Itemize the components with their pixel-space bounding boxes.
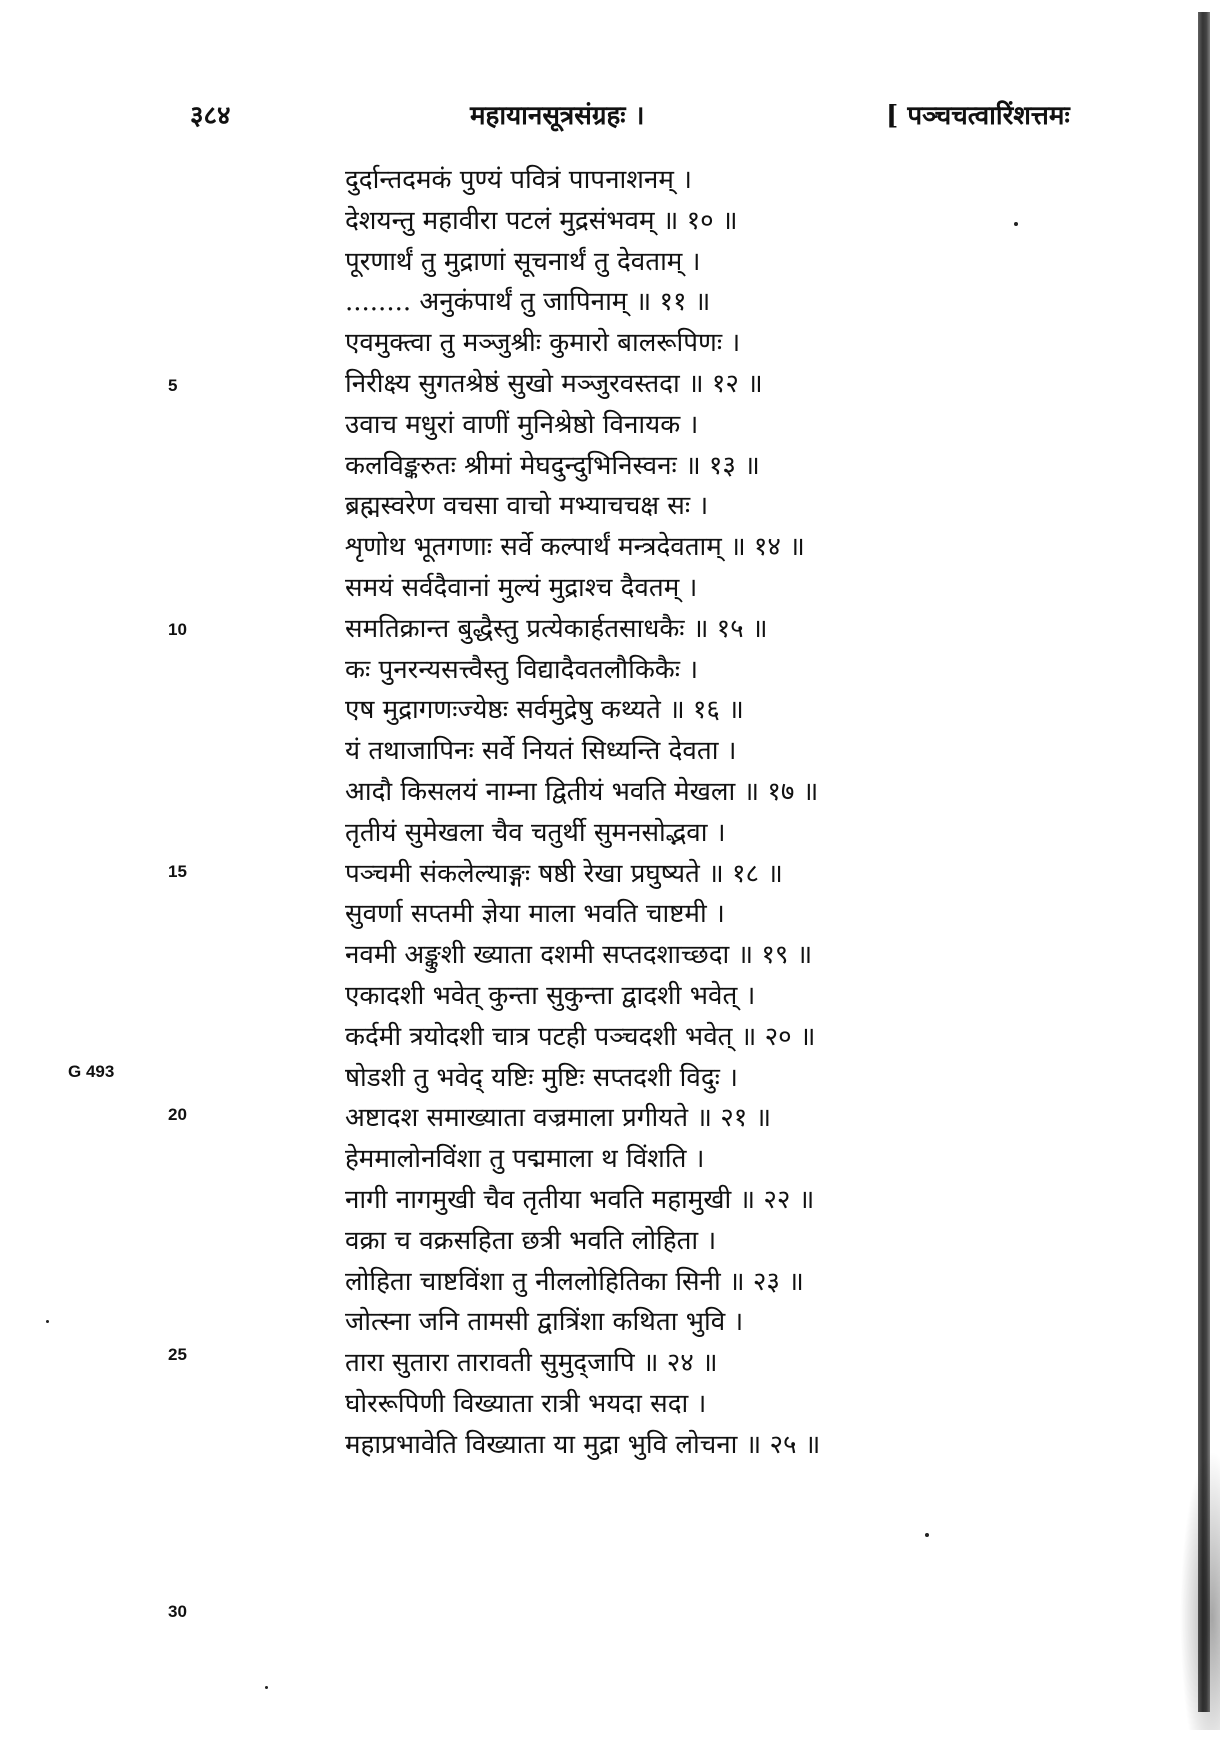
running-title: महायानसूत्रसंग्रहः ।: [470, 101, 645, 131]
line-number: 10: [168, 620, 187, 639]
binding-shadow-soft: [1180, 1450, 1220, 1730]
verse-line: उवाच मधुरां वाणीं मुनिश्रेष्ठो विनायक ।: [345, 409, 699, 440]
verse-line: पूरणार्थं तु मुद्राणां सूचनार्थं तु देवताम् ।: [345, 246, 701, 277]
verse-line: नवमी अङ्कुशी ख्याता दशमी सप्तदशाच्छदा ॥ १९ ॥: [345, 940, 813, 971]
chapter-heading: [ पञ्चचत्वारिंशत्तमः: [886, 101, 1070, 131]
verse-line: नागी नागमुखी चैव तृतीया भवति महामुखी ॥ २२ ॥: [345, 1184, 815, 1215]
verse-line: देशयन्तु महावीरा पटलं मुद्रसंभवम् ॥ १० ॥: [345, 205, 738, 236]
line-number: 5: [168, 376, 178, 395]
verse-line: घोररूपिणी विख्याता रात्री भयदा सदा ।: [345, 1388, 707, 1419]
line-number: 30: [168, 1602, 187, 1621]
verse-line: एकादशी भवेत् कुन्ता सुकुन्ता द्वादशी भवेत् ।: [345, 980, 756, 1011]
scan-speck: [1014, 222, 1018, 226]
verse-line: सुवर्णा सप्तमी ज्ञेया माला भवति चाष्टमी ।: [345, 899, 725, 930]
verse-line: शृणोथ भूतगणाः सर्वे कल्पार्थं मन्त्रदेवताम् ॥ १४ ॥: [345, 532, 805, 563]
verse-line: कलविङ्करुतः श्रीमां मेघदुन्दुभिनिस्वनः ॥ १३ ॥: [345, 450, 760, 481]
verse-line: हेममालोनविंशा तु पद्ममाला थ विंशति ।: [345, 1144, 705, 1175]
verse-line: समयं सर्वदैवानां मुल्यं मुद्राश्च दैवतम् ।: [345, 572, 698, 603]
verse-line: ........ अनुकंपार्थं तु जापिनाम् ॥ ११ ॥: [345, 287, 711, 318]
verse-block: [345, 160, 1185, 1466]
verse-line: लोहिता चाष्टविंशा तु नीललोहितिका सिनी ॥ २३ ॥: [345, 1266, 804, 1297]
verse-line: षोडशी तु भवेद् यष्टिः मुष्टिः सप्तदशी विदुः ।: [345, 1062, 738, 1093]
verse-line: यं तथाजापिनः सर्वे नियतं सिध्यन्ति देवता ।: [345, 736, 737, 767]
verse-line: कर्दमी त्रयोदशी चात्र पटही पञ्चदशी भवेत् ॥ २० ॥: [345, 1021, 816, 1052]
verse-line: तृतीयं सुमेखला चैव चतुर्थी सुमनसोद्भवा ।: [345, 817, 726, 848]
verse-line: ब्रह्मस्वरेण वचसा वाचो मभ्याचचक्ष सः ।: [345, 491, 709, 522]
scan-speck: [265, 1686, 268, 1689]
line-number: 25: [168, 1345, 187, 1364]
verse-line: दुर्दान्तदमकं पुण्यं पवित्रं पापनाशनम् ।: [345, 165, 693, 195]
verse-line: तारा सुतारा तारावती सुमुद्जापि ॥ २४ ॥: [345, 1348, 718, 1379]
verse-line: एष मुद्रागणःज्येष्ठः सर्वमुद्रेषु कथ्यते ॥ १६ ॥: [345, 695, 744, 726]
verse-line: जोत्स्ना जनि तामसी द्वात्रिंशा कथिता भुवि ।: [345, 1307, 744, 1338]
margin-column: [0, 0, 200, 1742]
line-number: 20: [168, 1105, 187, 1124]
margin-reference: G 493: [68, 1062, 115, 1081]
verse-line: अष्टादश समाख्याता वज्रमाला प्रगीयते ॥ २१ ॥: [345, 1103, 772, 1134]
verse-line: पञ्चमी संकलेल्याङ्गः षष्ठी रेखा प्रघुष्यते ॥ १८ ॥: [345, 858, 783, 889]
scan-speck: [46, 1320, 49, 1323]
verse-line: कः पुनरन्यसत्त्वैस्तु विद्यादैवतलौकिकैः ।: [345, 654, 699, 685]
verse-line: एवमुक्त्वा तु मञ्जुश्रीः कुमारो बालरूपिणः ।: [345, 328, 741, 359]
page-number: ३८४: [190, 101, 231, 131]
verse-line: महाप्रभावेति विख्याता या मुद्रा भुवि लोचना ॥ २५ ॥: [345, 1429, 821, 1460]
verse-line: निरीक्ष्य सुगतश्रेष्ठं सुखो मञ्जुरवस्तदा ॥ १२ ॥: [345, 368, 763, 399]
verse-line: समतिक्रान्त बुद्धैस्तु प्रत्येकार्हतसाधकैः ॥ १५ ॥: [345, 613, 768, 644]
verse-line: वक्रा च वक्रसहिता छत्री भवति लोहिता ।: [345, 1225, 717, 1256]
verse-line: आदौ किसलयं नाम्ना द्वितीयं भवति मेखला ॥ १७ ॥: [345, 776, 819, 807]
scan-speck: [925, 1533, 929, 1537]
line-number: 15: [168, 862, 187, 881]
